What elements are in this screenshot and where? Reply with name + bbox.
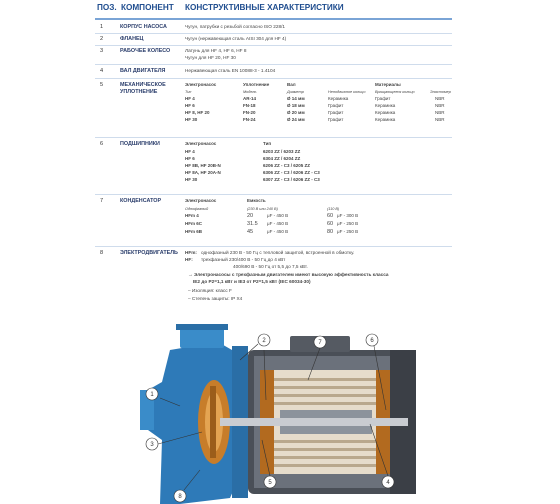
seal-table — [185, 82, 455, 142]
header-divider — [95, 18, 452, 20]
row-component: УПЛОТНЕНИЕ — [120, 89, 158, 95]
row-text: Латунь для HF 4, HF 6, HF 8 — [185, 48, 247, 53]
seal-sub-elastomer: Эластомер — [430, 90, 451, 94]
bearing-type: 6206 ZZ - C3 / 6205 ZZ — [263, 163, 311, 168]
row-component: КОНДЕНСАТОР — [120, 198, 162, 204]
callout-2-label: 2 — [262, 338, 266, 344]
row-divider — [95, 33, 452, 34]
seal-model: AR-14 — [243, 96, 257, 101]
row-text: Чугун (нержавеющая сталь AISI 304 для HF 4) — [185, 36, 287, 41]
bearing-type: 6203 ZZ / 6203 ZZ — [263, 149, 301, 154]
cap-sub-v110: (110 В) — [327, 207, 340, 211]
seal-elastomer: NBR — [435, 110, 445, 115]
row-number: 8 — [100, 250, 104, 256]
cap-value-a: 31.5 — [247, 221, 258, 227]
seal-fixed: Керамика — [328, 96, 349, 101]
seal-sub-type: Тип — [185, 90, 192, 94]
row-component: ФЛАНЕЦ — [120, 36, 144, 42]
row-component: ВАЛ ДВИГАТЕЛЯ — [120, 68, 166, 74]
seal-col-pump: Электронасос — [185, 82, 217, 87]
row-text: Нержавеющая сталь EN 10088-3 - 1.4104 — [185, 68, 276, 73]
motor-protection: – Степень защиты: IP X4 — [188, 296, 243, 301]
bearing-pump: HF 30 — [185, 177, 198, 182]
seal-diameter: Ø 24 мм — [287, 117, 305, 122]
callout-3-label: 3 — [150, 442, 154, 448]
header-specs: КОНСТРУКТИВНЫЕ ХАРАКТЕРИСТИКИ — [185, 3, 344, 12]
row-component: ЭЛЕКТРОДВИГАТЕЛЬ — [120, 250, 178, 256]
seal-model: FN-18 — [243, 103, 256, 108]
seal-pump: HF 6 — [185, 103, 195, 108]
cap-value-a: 45 — [247, 229, 254, 235]
motor-line-2: трехфазный 230/400 В - 50 Гц до 4 кВт — [201, 257, 286, 262]
row-number: 3 — [100, 48, 104, 54]
row-divider — [95, 246, 452, 247]
seal-sub-rotating-ring: Вращающееся кольцо — [375, 90, 415, 94]
header-component: КОМПОНЕНТ — [121, 3, 174, 12]
bearing-pump: HF 6 — [185, 156, 195, 161]
row-number: 2 — [100, 36, 104, 42]
cap-value-b: 80 — [327, 229, 334, 235]
row-component: КОРПУС НАСОСА — [120, 24, 167, 30]
callout-4-label: 4 — [386, 480, 390, 486]
motor-housing-illustration — [248, 336, 416, 494]
callout-5-label: 5 — [268, 480, 272, 486]
seal-col-seal: Уплотнение — [243, 82, 270, 87]
seal-fixed: Графит — [328, 110, 344, 115]
seal-col-shaft: Вал — [287, 82, 296, 87]
bearing-pump: HF 4 — [185, 149, 195, 154]
bearing-pump: HF 8A, HF 20A-N — [185, 170, 221, 175]
seal-rotating: Графит — [375, 96, 391, 101]
seal-diameter: Ø 20 мм — [287, 110, 305, 115]
motor-insulation: – Изоляция: класс F — [188, 288, 232, 293]
seal-fixed: Графит — [328, 103, 344, 108]
seal-sub-model: Модель — [243, 90, 257, 94]
seal-elastomer: NBR — [435, 117, 445, 122]
motor-hf-key: HF: — [185, 257, 193, 262]
row-divider — [95, 64, 452, 65]
row-number: 6 — [100, 141, 104, 147]
callout-6-label: 6 — [370, 338, 374, 344]
cap-pump: HFm 6C — [185, 221, 203, 226]
row-divider — [95, 137, 452, 138]
row-number: 4 — [100, 68, 104, 74]
pump-cutaway-drawing — [140, 320, 430, 504]
seal-pump: HF 4 — [185, 96, 195, 101]
cap-sub-v230: (230 В или 240 В) — [247, 207, 278, 211]
row-number: 5 — [100, 82, 104, 88]
seal-pump: HF 30 — [185, 117, 198, 122]
table-header — [0, 3, 560, 17]
row-text: Чугун для HF 20, HF 30 — [185, 55, 236, 60]
cap-sub-phase: Однофазный — [185, 207, 209, 211]
seal-elastomer: NBR — [435, 96, 445, 101]
seal-rotating: Керамика — [375, 103, 396, 108]
motor-efficiency-classes: IE2 до P2=1,1 кВт и IE3 от P2=1,5 кВт (IEC 60034-30) — [193, 279, 311, 284]
cap-value-b: 60 — [327, 213, 334, 219]
callout-7-label: 7 — [318, 340, 322, 346]
cap-pump: HFm 6B — [185, 229, 203, 234]
seal-col-materials: Материалы — [375, 82, 401, 87]
motor-efficiency-note: → Электронасосы с трехфазным двигателем имеют высокую эффективность класса — [188, 272, 389, 277]
cap-unit-a: μF - 450 В — [267, 213, 289, 218]
row-number: 1 — [100, 24, 104, 30]
cap-unit-a: μF - 450 В — [267, 221, 289, 226]
row-text: Чугун, патрубки с резьбой согласно ISO 228/1 — [185, 24, 285, 29]
bearings-col-pump: Электронасос — [185, 141, 217, 146]
cap-unit-b: μF - 300 В — [337, 213, 359, 218]
cap-unit-b: μF - 250 В — [337, 221, 359, 226]
cap-col-pump: Электронасос — [185, 198, 217, 203]
row-divider — [95, 194, 452, 195]
seal-rotating: Керамика — [375, 110, 396, 115]
cap-pump: HFm 4 — [185, 213, 199, 218]
row-divider — [95, 78, 452, 79]
callout-8-label: 8 — [178, 494, 182, 500]
bearings-col-type: Тип — [263, 141, 272, 146]
row-component: МЕХАНИЧЕСКОЕ — [120, 82, 166, 88]
motor-line-3: 400/690 В - 50 Гц от 5,5 до 7,5 кВт. — [233, 264, 308, 269]
cap-unit-b: μF - 250 В — [337, 229, 359, 234]
cap-unit-a: μF - 450 В — [267, 229, 289, 234]
seal-sub-diameter: Диаметр — [287, 90, 304, 94]
cap-value-a: 20 — [247, 213, 254, 219]
header-pos: ПОЗ. — [97, 3, 117, 12]
seal-rotating: Керамика — [375, 117, 396, 122]
seal-diameter: Ø 18 мм — [287, 103, 305, 108]
seal-model: FN-20 — [243, 110, 256, 115]
callout-1-label: 1 — [150, 392, 154, 398]
bearing-pump: HF 8B, HF 20B-N — [185, 163, 221, 168]
shaft-illustration — [220, 418, 408, 426]
seal-sub-fixed-ring: Неподвижное кольцо — [328, 90, 366, 94]
capacitor-table — [185, 198, 385, 248]
seal-diameter: Ø 14 мм — [287, 96, 305, 101]
row-component: ПОДШИПНИКИ — [120, 141, 160, 147]
seal-elastomer: NBR — [435, 103, 445, 108]
bearing-type: 6307 ZZ - C3 / 6206 ZZ - C3 — [263, 177, 320, 182]
cap-col-capacity: Емкость — [247, 198, 266, 203]
bearings-table — [185, 141, 385, 191]
row-component: РАБОЧЕЕ КОЛЕСО — [120, 48, 171, 54]
cap-value-b: 60 — [327, 221, 334, 227]
bearing-type: 6306 ZZ - C3 / 6206 ZZ - C3 — [263, 170, 320, 175]
seal-model: FN-24 — [243, 117, 256, 122]
seal-pump: HF 8, HF 20 — [185, 110, 210, 115]
bearing-type: 6304 ZZ / 6204 ZZ — [263, 156, 301, 161]
motor-line-1: однофазный 230 В - 50 Гц с тепловой защитой, встроенной в обмотку. — [201, 250, 355, 255]
row-number: 7 — [100, 198, 104, 204]
row-divider — [95, 45, 452, 46]
seal-fixed: Графит — [328, 117, 344, 122]
motor-hfm-key: HFm: — [185, 250, 197, 255]
